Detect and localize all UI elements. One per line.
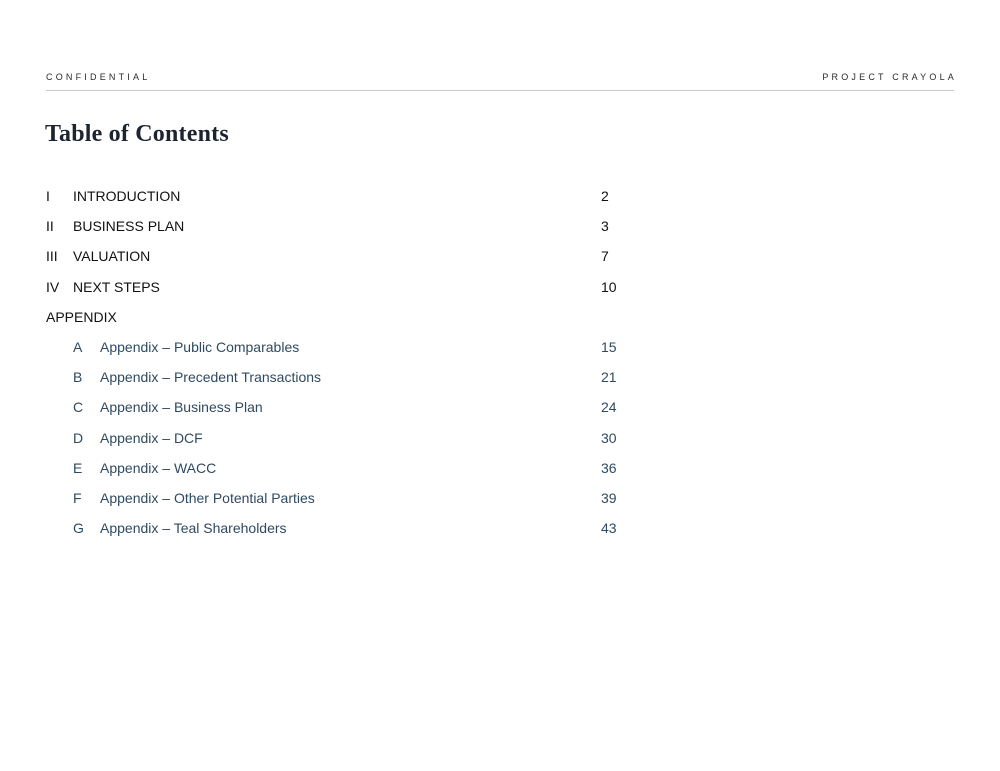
toc-entry-page: 3 [601,218,609,235]
toc-appendix-dcf[interactable] [46,428,646,458]
toc-appendix-business-plan[interactable] [46,397,646,427]
toc-entry-number: I [46,188,50,204]
toc-entry-label: Appendix – Public Comparables [100,338,300,355]
toc-entry-letter: C [73,399,84,416]
toc-entry-page: 15 [601,338,617,355]
toc-entry-label: INTRODUCTION [73,188,181,204]
toc-entry-page: 10 [601,278,617,295]
toc-entry-label: Appendix – Other Potential Parties [100,489,315,506]
confidential-label: CONFIDENTIAL [46,72,151,82]
toc-entry-introduction[interactable] [46,186,646,216]
toc-entry-label: Appendix – Business Plan [100,399,263,416]
toc-entry-number: IV [46,278,60,295]
table-of-contents [46,186,646,548]
toc-appendix-public-comparables[interactable] [46,337,646,367]
toc-appendix-other-potential-parties[interactable] [46,488,646,518]
toc-appendix-precedent-transactions[interactable] [46,367,646,397]
toc-entry-label: VALUATION [73,248,151,265]
toc-entry-page: 21 [601,369,617,386]
toc-entry-page: 43 [601,520,617,537]
toc-entry-letter: B [73,369,83,386]
appendix-heading-label: APPENDIX [46,308,117,325]
toc-entry-label: Appendix – WACC [100,459,217,476]
toc-entry-next-steps[interactable] [46,277,646,307]
toc-entry-letter: E [73,459,83,476]
toc-entry-label: Appendix – Precedent Transactions [100,369,322,386]
toc-entry-page: 30 [601,429,617,446]
toc-entry-letter: A [73,338,83,355]
toc-entry-page: 39 [601,489,617,506]
toc-entry-label: NEXT STEPS [73,278,160,295]
toc-entry-letter: G [73,520,84,537]
toc-entry-label: Appendix – DCF [100,429,203,446]
toc-appendix-wacc[interactable] [46,458,646,488]
toc-entry-page: 2 [601,188,609,204]
toc-entry-number: III [46,248,58,265]
toc-entry-valuation[interactable] [46,246,646,276]
toc-entry-label: Appendix – Teal Shareholders [100,520,287,537]
toc-entry-label: BUSINESS PLAN [73,218,185,235]
toc-entry-letter: D [73,429,84,446]
toc-entry-page: 24 [601,399,617,416]
toc-appendix-heading[interactable] [46,307,646,337]
toc-entry-business-plan[interactable] [46,216,646,246]
toc-appendix-teal-shareholders[interactable] [46,518,646,548]
page-header [46,72,957,91]
toc-entry-page: 36 [601,459,617,476]
toc-entry-page: 7 [601,248,609,265]
project-name-label: PROJECT CRAYOLA [822,72,957,82]
toc-entry-letter: F [73,489,82,506]
page-title: Table of Contents [45,121,229,147]
toc-entry-number: II [46,218,54,235]
